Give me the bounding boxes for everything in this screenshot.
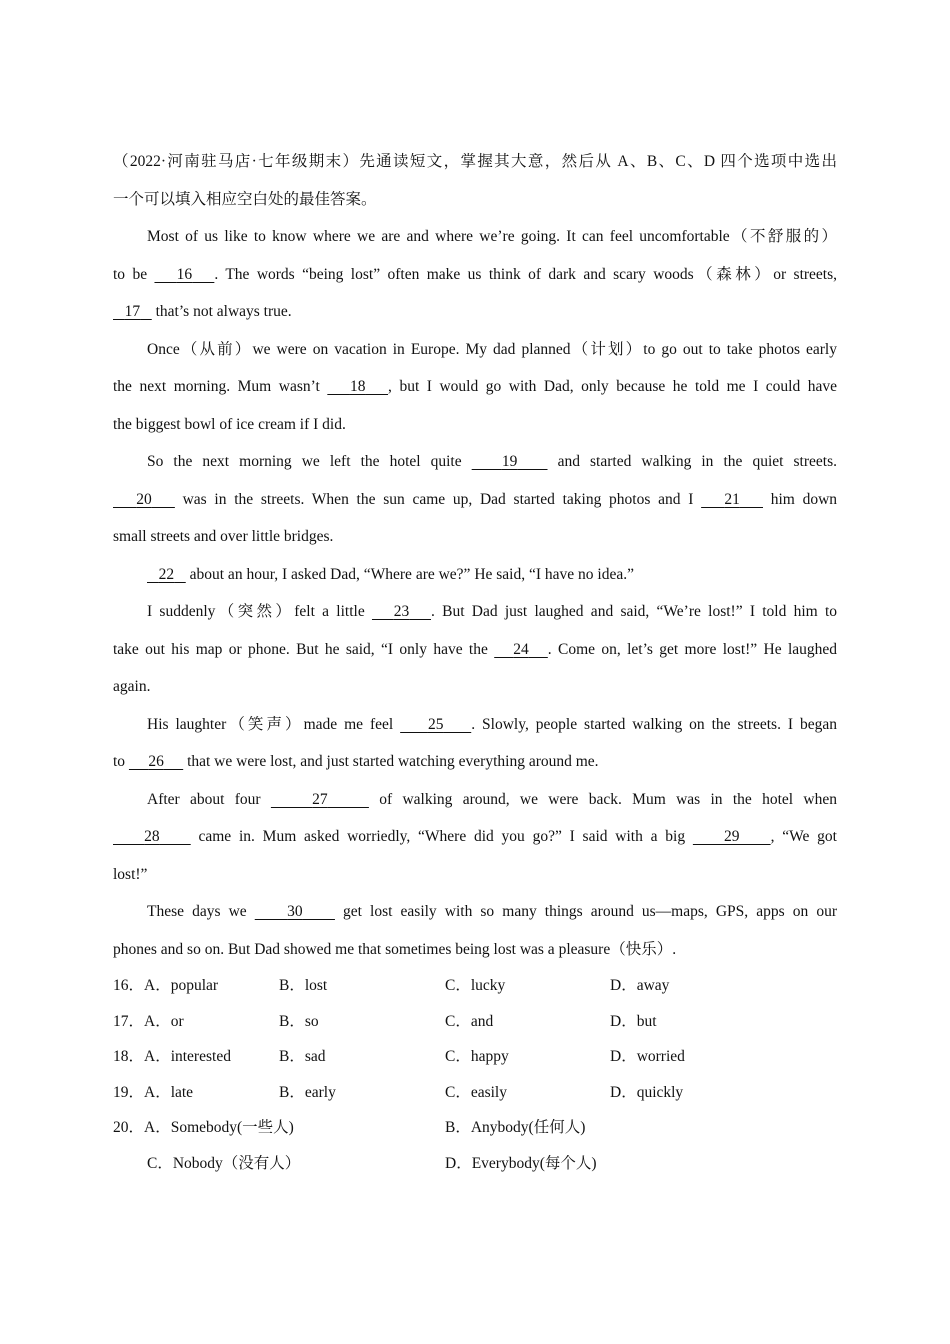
passage-line: These days we 30 get lost easily with so many things around us—maps, GPS, apps on our (147, 903, 837, 920)
blank-17: 17 (124, 303, 141, 320)
blank-28: 28 (144, 828, 160, 845)
passage-line: to 26 that we were lost, and just started watching everything around me. (113, 753, 599, 770)
passage-line: the next morning. Mum wasn’t 18 , but I would go with Dad, only because he told me I could have (113, 378, 838, 395)
passage-line: 28 came in. Mum asked worriedly, “Where did you go?” I said with a big 29 , “We got (113, 818, 837, 856)
instruction-line-2: 一个可以填入相应空白处的最佳答案。 (113, 190, 377, 208)
passage-line: the biggest bowl of ice cream if I did. (113, 415, 346, 433)
passage-line: So the next morning we left the hotel quite 19 and started walking in the quiet streets. (147, 453, 837, 470)
option-c[interactable]: C．lucky (445, 977, 506, 994)
blank-21: 21 (724, 490, 740, 508)
option-c[interactable]: C．happy (445, 1048, 509, 1065)
option-a[interactable]: 17．A．or (113, 1012, 184, 1030)
blank-20: 20 (136, 490, 152, 508)
question-20 (113, 1110, 837, 1146)
blank-26: 26 (148, 753, 164, 770)
passage-line: 17 that’s not always true. (113, 293, 837, 331)
question-17 (113, 1004, 837, 1040)
passage-line: Once（从前）we were on vacation in Europe. My dad planned（计划）to go out to take photos early (147, 340, 837, 358)
blank-27: 27 (312, 790, 328, 808)
blank-19: 19 (501, 453, 518, 470)
option-b[interactable]: B．sad (279, 1048, 326, 1065)
option-c[interactable]: C．Nobody（没有人） (147, 1154, 301, 1172)
passage-line: His laughter（笑声）made me feel 25 . Slowly, people started walking on the streets. I began (147, 715, 838, 733)
question-19 (113, 1075, 837, 1111)
blank-25: 25 (427, 715, 444, 733)
passage-line: After about four 27 of walking around, we were back. Mum was in the hotel when (147, 790, 837, 808)
passage-line: 22 about an hour, I asked Dad, “Where are we?” He said, “I have no idea.” (113, 556, 837, 594)
blank-22: 22 (158, 565, 175, 583)
instruction-line-1: （2022·河南驻马店·七年级期末）先通读短文，掌握其大意，然后从 A、B、C、D 四个选项中选出 (113, 153, 837, 170)
passage-line: phones and so on. But Dad showed me that sometimes being lost was a pleasure（快乐）. (113, 940, 677, 958)
blank-30: 30 (287, 903, 303, 920)
option-d[interactable]: D．but (610, 1012, 657, 1030)
passage-line: lost!” (113, 865, 148, 883)
blank-18: 18 (349, 378, 366, 395)
question-18 (113, 1039, 837, 1075)
option-a[interactable]: 20．A．Somebody(一些人) (113, 1119, 294, 1136)
blank-23: 23 (393, 603, 410, 620)
passage-line: again. (113, 678, 151, 695)
passage-line: take out his map or phone. But he said, “I only have the 24 . Come on, let’s get more lost!” He laughed (113, 640, 838, 658)
option-d[interactable]: D．Everybody(每个人) (445, 1154, 597, 1172)
blank-24: 24 (513, 640, 529, 658)
passage-line: Most of us like to know where we are and where we’re going. It can feel uncomfortable（不舒服的） (147, 228, 837, 245)
option-a[interactable]: 18．A．interested (113, 1048, 231, 1065)
question-16 (113, 968, 837, 1004)
question-20-row-2 (113, 1146, 837, 1182)
option-b[interactable]: B．Anybody(任何人) (445, 1119, 586, 1136)
option-d[interactable]: D．away (610, 977, 670, 994)
option-b[interactable]: B．early (279, 1083, 336, 1101)
passage-line: 20 was in the streets. When the sun came up, Dad started taking photos and I 21 him down (113, 481, 837, 519)
option-c[interactable]: C．and (445, 1012, 494, 1030)
option-a[interactable]: 19．A．late (113, 1083, 194, 1101)
blank-16: 16 (176, 265, 193, 283)
option-a[interactable]: 16．A．popular (113, 977, 219, 994)
option-b[interactable]: B．so (279, 1012, 319, 1030)
option-d[interactable]: D．worried (610, 1048, 685, 1065)
passage-line: small streets and over little bridges. (113, 528, 334, 545)
option-b[interactable]: B．lost (279, 977, 328, 994)
passage-line: I suddenly（突然）felt a little 23 . But Dad just laughed and said, “We’re lost!” I told him to (147, 603, 838, 620)
document-page (113, 143, 837, 1181)
option-d[interactable]: D．quickly (610, 1083, 684, 1101)
blank-29: 29 (724, 828, 740, 845)
passage-line: to be 16 . The words “being lost” often make us think of dark and scary woods（森林）or streets, (113, 265, 838, 283)
option-c[interactable]: C．easily (445, 1083, 507, 1101)
